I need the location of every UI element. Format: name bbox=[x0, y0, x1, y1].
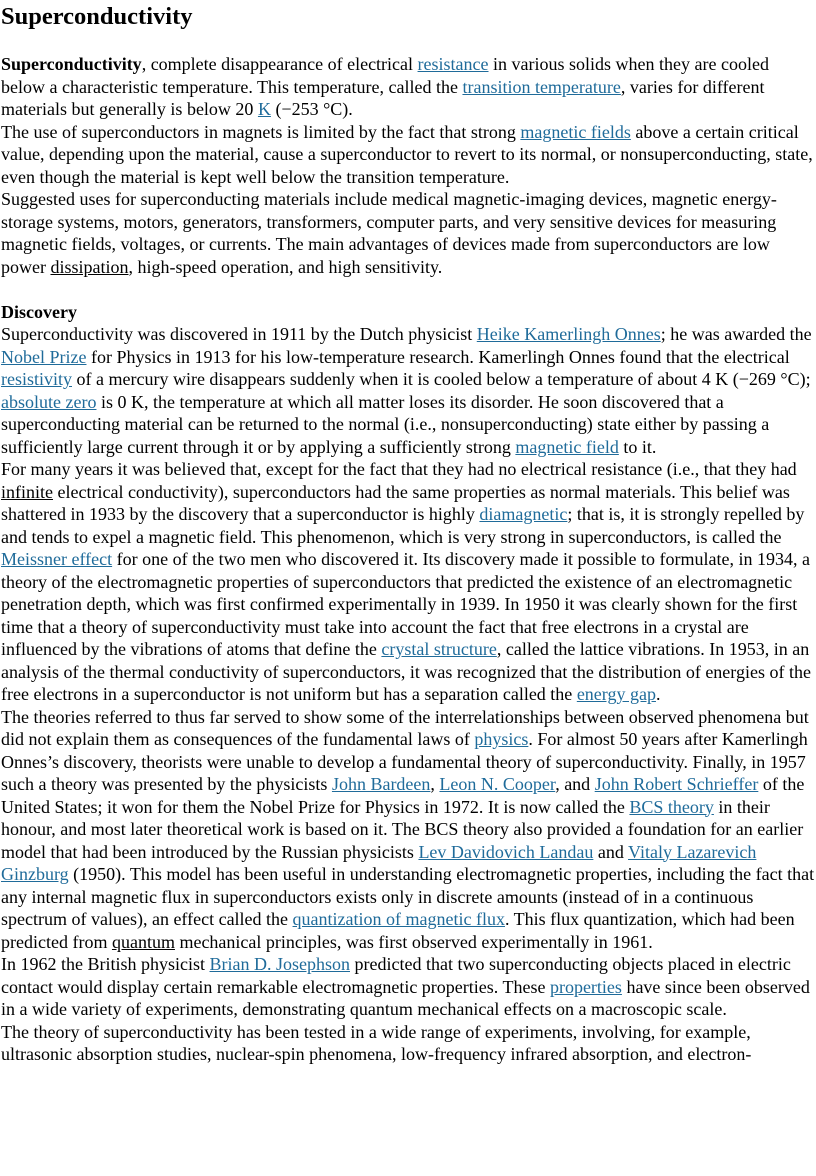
underlined-term: infinite bbox=[1, 481, 53, 502]
link-energy-gap[interactable]: energy gap bbox=[576, 684, 656, 704]
text-run: predicted that two superconducting objects placed in electric contact would display certain remarkable electromagnetic properties. These bbox=[1, 954, 791, 997]
text-run: to it. bbox=[618, 436, 657, 457]
page-title: Superconductivity bbox=[1, 3, 193, 30]
text-run: . For almost 50 years after Kamerlingh Onnes’s discovery, theorists were unable to develop a fundamental theory of superconductivity. Finally, in 1957 such a theory was presented by the physicists bbox=[1, 729, 808, 794]
text-run: is 0 K, the temperature at which all matter loses its disorder. He soon discovered that a superconducting material can be returned to the normal (i.e., nonsuperconducting) state either by passing a sufficiently large current through it or by applying a sufficiently strong bbox=[1, 391, 770, 457]
text-run: , high-speed operation, and high sensitivity. bbox=[128, 256, 443, 277]
text-run: The use of superconductors in magnets is limited by the fact that strong bbox=[1, 121, 521, 142]
discovery-paragraph-1 bbox=[0, 323, 816, 458]
text-run: , and bbox=[555, 774, 595, 794]
text-run: have since been observed in a wide variety of experiments, demonstrating quantum mechanical effects on a macroscopic scale. bbox=[1, 976, 810, 1019]
text-run: , bbox=[430, 774, 440, 794]
link-absolute-zero[interactable]: absolute zero bbox=[1, 391, 97, 412]
link-vitaly-lazarevich-ginzburg[interactable]: Vitaly Lazarevich Ginzburg bbox=[1, 841, 757, 884]
text-run: ; he was awarded the bbox=[660, 324, 812, 344]
text-run: for one of the two men who discovered it. Its discovery made it possible to formulate, in 1934, a theory of the electromagnetic properties of superconductors that predicted the existence of an electromagnetic penetration depth, which was first confirmed experimentally in 1939. In 1950 it was clearly shown for the first time that a theory of superconductivity must take into account the fact that free electrons in a crystal are influenced by the vibrations of atoms that define the bbox=[1, 549, 810, 659]
link-properties[interactable]: properties bbox=[549, 976, 622, 997]
link-resistivity[interactable]: resistivity bbox=[1, 369, 72, 389]
text-run: for Physics in 1913 for his low-temperature research. Kamerlingh Onnes found that the electrical bbox=[86, 346, 790, 367]
section-gap bbox=[0, 278, 816, 301]
text-run: (−253 °C). bbox=[270, 99, 353, 119]
section-heading-discovery: Discovery bbox=[1, 301, 77, 322]
text-run: mechanical principles, was first observed experimentally in 1961. bbox=[174, 931, 653, 952]
discovery-paragraph-5 bbox=[0, 1021, 816, 1066]
text-run: , called the lattice vibrations. In 1953, in an analysis of the thermal conductivity of superconductors, it was recognized that the distribution of energies of the free electrons in a superconductor is not uniform but has a separation called the bbox=[1, 639, 811, 704]
intro-paragraph-1 bbox=[0, 53, 816, 121]
text-run: Suggested uses for superconducting materials include medical magnetic-imaging devices, magnetic energy-storage systems, motors, generators, transformers, computer parts, and very sensitive devices for measuring magnetic fields, voltages, or currents. The main advantages of devices made from superconductors are low power bbox=[1, 189, 777, 277]
link-leon-n-cooper[interactable]: Leon N. Cooper bbox=[439, 774, 556, 794]
text-run: For many years it was believed that, except for the fact that they had no electrical resistance (i.e., that they had bbox=[1, 459, 797, 479]
text-run: . bbox=[655, 684, 661, 704]
text-run: in their honour, and most later theoretical work is based on it. The BCS theory also provided a foundation for an earlier model that had been introduced by the Russian physicists bbox=[1, 796, 804, 862]
link-magnetic-fields[interactable]: magnetic fields bbox=[520, 121, 631, 142]
intro-paragraph-3 bbox=[0, 188, 816, 278]
text-run: electrical conductivity), superconductors had the same properties as normal materials. This belief was shattered in 1933 by the discovery that a superconductor is highly bbox=[1, 481, 790, 524]
link-nobel-prize[interactable]: Nobel Prize bbox=[1, 346, 87, 367]
text-run: ; that is, it is strongly repelled by and tends to expel a magnetic field. This phenomenon, which is very strong in superconductors, is called the bbox=[1, 504, 805, 547]
link-magnetic-field[interactable]: magnetic field bbox=[515, 436, 619, 457]
link-kelvin[interactable]: K bbox=[257, 99, 271, 119]
intro-paragraph-2 bbox=[0, 121, 816, 189]
link-lev-davidovich-landau[interactable]: Lev Davidovich Landau bbox=[418, 841, 594, 862]
text-run: The theory of superconductivity has been tested in a wide range of experiments, involving, for example, ultrasonic absorption studies, nuclear-spin phenomena, low-frequency infrared absorption, and electron- bbox=[1, 1021, 752, 1064]
link-transition-temperature[interactable]: transition temperature bbox=[462, 76, 621, 97]
link-quantization-of-magnetic-flux[interactable]: quantization of magnetic flux bbox=[292, 909, 505, 929]
text-run: In 1962 the British physicist bbox=[1, 954, 210, 974]
link-john-bardeen[interactable]: John Bardeen bbox=[331, 774, 431, 794]
underlined-term: quantum bbox=[111, 931, 175, 952]
text-run: above a certain critical value, depending upon the material, cause a superconductor to revert to its normal, or nonsuperconducting, state, even though the material is kept well below the transition temperature. bbox=[1, 121, 813, 187]
text-run: , complete disappearance of electrical bbox=[141, 54, 418, 74]
text-run: and bbox=[593, 841, 629, 862]
link-meissner-effect[interactable]: Meissner effect bbox=[1, 549, 113, 569]
title-spacer bbox=[0, 32, 816, 53]
text-run: The theories referred to thus far served to show some of the interrelationships between observed phenomena but did not explain them as consequences of the fundamental laws of bbox=[1, 706, 809, 749]
text-run: , varies for different materials but generally is below 20 bbox=[1, 76, 765, 119]
link-crystal-structure[interactable]: crystal structure bbox=[381, 639, 497, 659]
discovery-paragraph-3 bbox=[0, 706, 816, 954]
underlined-term: dissipation bbox=[50, 256, 129, 277]
text-run: . This flux quantization, which had been predicted from bbox=[1, 909, 795, 952]
link-john-robert-schrieffer[interactable]: John Robert Schrieffer bbox=[594, 774, 759, 794]
link-physics[interactable]: physics bbox=[474, 729, 529, 749]
text-run: of a mercury wire disappears suddenly when it is cooled below a temperature of about 4 K (−269 °C); bbox=[72, 369, 811, 389]
text-run: Superconductivity was discovered in 1911 by the Dutch physicist bbox=[1, 324, 477, 344]
discovery-paragraph-2 bbox=[0, 458, 816, 706]
link-resistance[interactable]: resistance bbox=[417, 54, 489, 74]
text-run: (1950). This model has been useful in understanding electromagnetic properties, including the fact that any internal magnetic flux in superconductors exists only in discrete amounts (instead of in a continuous spectrum of values), an effect called the bbox=[1, 864, 815, 929]
discovery-paragraph-4 bbox=[0, 953, 816, 1021]
bold-term: Superconductivity bbox=[1, 54, 142, 74]
link-brian-d-josephson[interactable]: Brian D. Josephson bbox=[209, 954, 350, 974]
link-diamagnetic[interactable]: diamagnetic bbox=[479, 504, 568, 524]
text-run: of the United States; it won for them the Nobel Prize for Physics in 1972. It is now called the bbox=[1, 774, 805, 817]
text-run: in various solids when they are cooled below a characteristic temperature. This temperature, called the bbox=[1, 54, 769, 97]
link-bcs-theory[interactable]: BCS theory bbox=[629, 796, 714, 817]
link-heike-kamerlingh-onnes[interactable]: Heike Kamerlingh Onnes bbox=[476, 324, 661, 344]
